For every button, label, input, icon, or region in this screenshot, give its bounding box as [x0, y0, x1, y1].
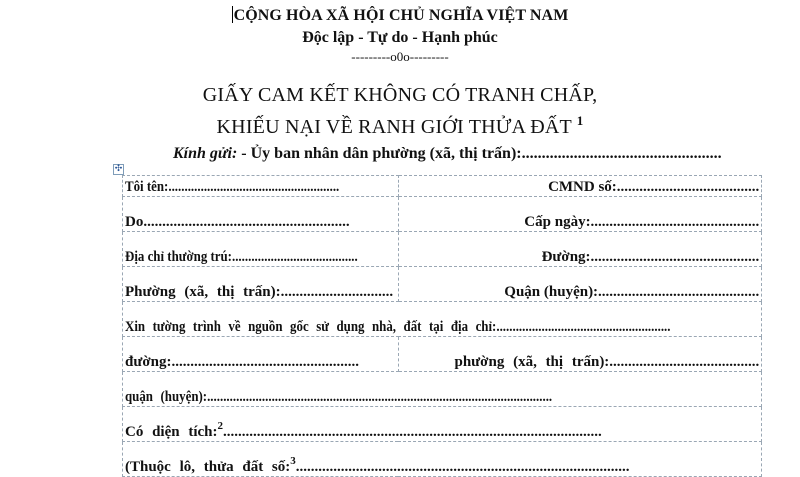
table-row	[123, 407, 762, 442]
field-land-street[interactable]: đường:..................................................	[123, 337, 399, 372]
motto: Độc lập - Tự do - Hạnh phúc	[302, 29, 498, 46]
table-row	[123, 232, 762, 267]
table-row	[123, 197, 762, 232]
addressee-label: Kính gửi:	[173, 145, 238, 162]
form-table	[122, 175, 762, 477]
field-land-district[interactable]: quận (huyện):...........................................................................................................	[123, 372, 762, 407]
table-row	[123, 442, 762, 477]
table-row	[123, 372, 762, 407]
nation-heading	[0, 6, 800, 25]
footnote-ref-3[interactable]: 3	[290, 455, 296, 467]
field-land-ward[interactable]: phường (xã, thị trấn):........................................	[398, 337, 762, 372]
field-ward[interactable]: Phường (xã, thị trấn):..............................	[123, 267, 399, 302]
table-row	[123, 267, 762, 302]
text-cursor	[232, 6, 233, 23]
table-row	[123, 302, 762, 337]
field-issue-date[interactable]: Cấp ngày:.............................................	[398, 197, 762, 232]
field-permanent-address[interactable]: Địa chỉ thường trú:.......................................	[123, 232, 399, 267]
addressee-text: - Ủy ban nhân dân phường (xã, thị trấn):..................................................	[237, 145, 722, 162]
addressee-line	[173, 145, 722, 163]
nation-heading-text: CỘNG HÒA XÃ HỘI CHỦ NGHĨA VIỆT NAM	[233, 7, 569, 24]
footnote-ref-2[interactable]: 2	[217, 420, 223, 432]
document-title-line1: GIẤY CAM KẾT KHÔNG CÓ TRANH CHẤP,	[202, 84, 598, 106]
field-lot-number[interactable]: (Thuộc lô, thửa đất số:$^3$.........................................................................................	[123, 442, 762, 477]
separator: ---------o0o---------	[351, 49, 449, 64]
table-move-handle-icon[interactable]: ✣	[114, 164, 123, 174]
field-full-name[interactable]: Tôi tên:.....................................................	[123, 176, 399, 197]
table-row	[123, 176, 762, 197]
field-land-origin-address[interactable]: Xin tường trình về nguồn gốc sử dụng nhà, đất tại địa chỉ:......................................................	[123, 302, 762, 337]
document-title-line2	[0, 113, 800, 139]
field-issued-by[interactable]: Do.......................................................	[123, 197, 399, 232]
field-id-number[interactable]: CMND số:......................................	[398, 176, 762, 197]
title-line2-text: KHIẾU NẠI VỀ RANH GIỚI THỬA ĐẤT	[216, 116, 572, 138]
field-street[interactable]: Đường:.............................................	[398, 232, 762, 267]
table-row	[123, 337, 762, 372]
field-area[interactable]: Có diện tích:$^2$.....................................................................................................	[123, 407, 762, 442]
footnote-ref-1[interactable]: 1	[576, 113, 584, 128]
field-district[interactable]: Quận (huyện):...........................................	[398, 267, 762, 302]
